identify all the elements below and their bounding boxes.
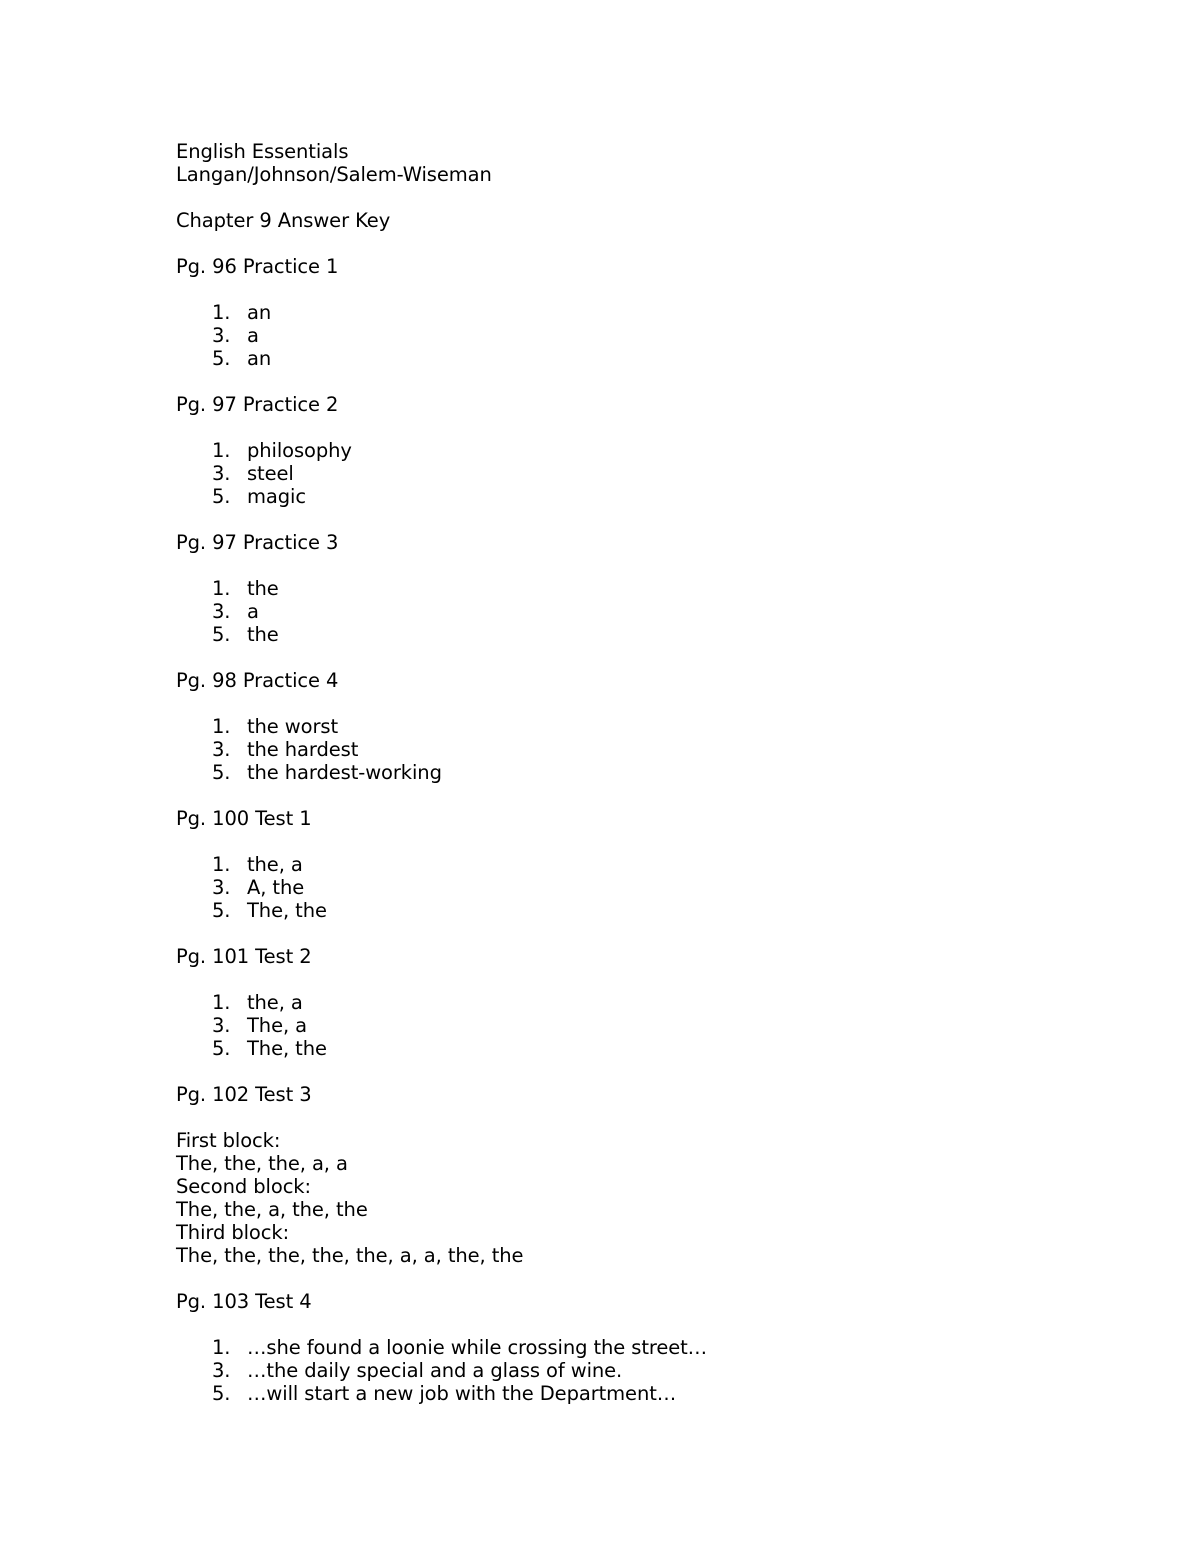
- block-answers: The, the, the, a, a: [176, 1152, 348, 1175]
- block-label: Third block:: [176, 1221, 290, 1244]
- list-item: [176, 715, 1136, 738]
- list-item: [176, 623, 1136, 646]
- item-answer: …will start a new job with the Department…: [247, 1382, 677, 1405]
- item-number: 1.: [212, 1336, 231, 1359]
- item-answer: steel: [247, 462, 294, 485]
- list-item: [176, 853, 1136, 876]
- block-label: First block:: [176, 1129, 281, 1152]
- list-item: [176, 577, 1136, 600]
- section-heading: Pg. 97 Practice 2: [176, 393, 339, 416]
- list-item: [176, 899, 1136, 922]
- list-item: [176, 1037, 1136, 1060]
- answer-list: [176, 301, 1136, 370]
- list-item: [176, 1359, 1136, 1382]
- item-answer: The, the: [247, 1037, 327, 1060]
- item-answer: …she found a loonie while crossing the street…: [247, 1336, 708, 1359]
- answer-list: [176, 1336, 1136, 1405]
- item-answer: a: [247, 600, 259, 623]
- list-item: [176, 301, 1136, 324]
- item-answer: an: [247, 301, 272, 324]
- item-number: 5.: [212, 761, 231, 784]
- answer-list: [176, 715, 1136, 784]
- item-answer: the, a: [247, 853, 303, 876]
- item-answer: the: [247, 623, 279, 646]
- list-item: [176, 1382, 1136, 1405]
- item-number: 1.: [212, 301, 231, 324]
- item-number: 1.: [212, 715, 231, 738]
- block-answers: The, the, a, the, the: [176, 1198, 368, 1221]
- item-answer: the, a: [247, 991, 303, 1014]
- item-answer: The, a: [247, 1014, 308, 1037]
- item-answer: A, the: [247, 876, 305, 899]
- answer-list: [176, 991, 1136, 1060]
- item-answer: …the daily special and a glass of wine.: [247, 1359, 623, 1382]
- answer-list: [176, 439, 1136, 508]
- item-answer: a: [247, 324, 259, 347]
- item-number: 1.: [212, 577, 231, 600]
- answer-key-page: [176, 140, 1136, 1405]
- item-number: 1.: [212, 853, 231, 876]
- item-number: 5.: [212, 347, 231, 370]
- item-number: 3.: [212, 1359, 231, 1382]
- item-number: 3.: [212, 462, 231, 485]
- answer-list: [176, 853, 1136, 922]
- list-item: [176, 347, 1136, 370]
- list-item: [176, 1336, 1136, 1359]
- item-number: 1.: [212, 991, 231, 1014]
- section-heading: Pg. 100 Test 1: [176, 807, 312, 830]
- section-heading: Pg. 97 Practice 3: [176, 531, 339, 554]
- item-answer: The, the: [247, 899, 327, 922]
- answer-list: [176, 577, 1136, 646]
- list-item: [176, 485, 1136, 508]
- item-number: 3.: [212, 738, 231, 761]
- item-answer: philosophy: [247, 439, 352, 462]
- item-answer: the hardest-working: [247, 761, 442, 784]
- section-heading: Pg. 98 Practice 4: [176, 669, 339, 692]
- chapter-heading: Chapter 9 Answer Key: [176, 209, 391, 232]
- block-label: Second block:: [176, 1175, 311, 1198]
- item-number: 3.: [212, 1014, 231, 1037]
- item-number: 3.: [212, 876, 231, 899]
- item-number: 3.: [212, 324, 231, 347]
- section-heading: Pg. 102 Test 3: [176, 1083, 312, 1106]
- list-item: [176, 738, 1136, 761]
- item-number: 3.: [212, 600, 231, 623]
- item-number: 5.: [212, 485, 231, 508]
- item-number: 5.: [212, 899, 231, 922]
- item-answer: the worst: [247, 715, 339, 738]
- list-item: [176, 439, 1136, 462]
- list-item: [176, 876, 1136, 899]
- item-number: 5.: [212, 1382, 231, 1405]
- item-answer: an: [247, 347, 272, 370]
- list-item: [176, 600, 1136, 623]
- section-heading: Pg. 96 Practice 1: [176, 255, 339, 278]
- item-number: 5.: [212, 1037, 231, 1060]
- document-title: English Essentials: [176, 140, 349, 163]
- item-answer: magic: [247, 485, 306, 508]
- list-item: [176, 462, 1136, 485]
- block-answers: The, the, the, the, the, a, a, the, the: [176, 1244, 524, 1267]
- section-heading: Pg. 103 Test 4: [176, 1290, 312, 1313]
- item-answer: the: [247, 577, 279, 600]
- section-heading: Pg. 101 Test 2: [176, 945, 312, 968]
- list-item: [176, 324, 1136, 347]
- list-item: [176, 991, 1136, 1014]
- item-number: 5.: [212, 623, 231, 646]
- list-item: [176, 761, 1136, 784]
- item-number: 1.: [212, 439, 231, 462]
- item-answer: the hardest: [247, 738, 359, 761]
- document-authors: Langan/Johnson/Salem-Wiseman: [176, 163, 492, 186]
- list-item: [176, 1014, 1136, 1037]
